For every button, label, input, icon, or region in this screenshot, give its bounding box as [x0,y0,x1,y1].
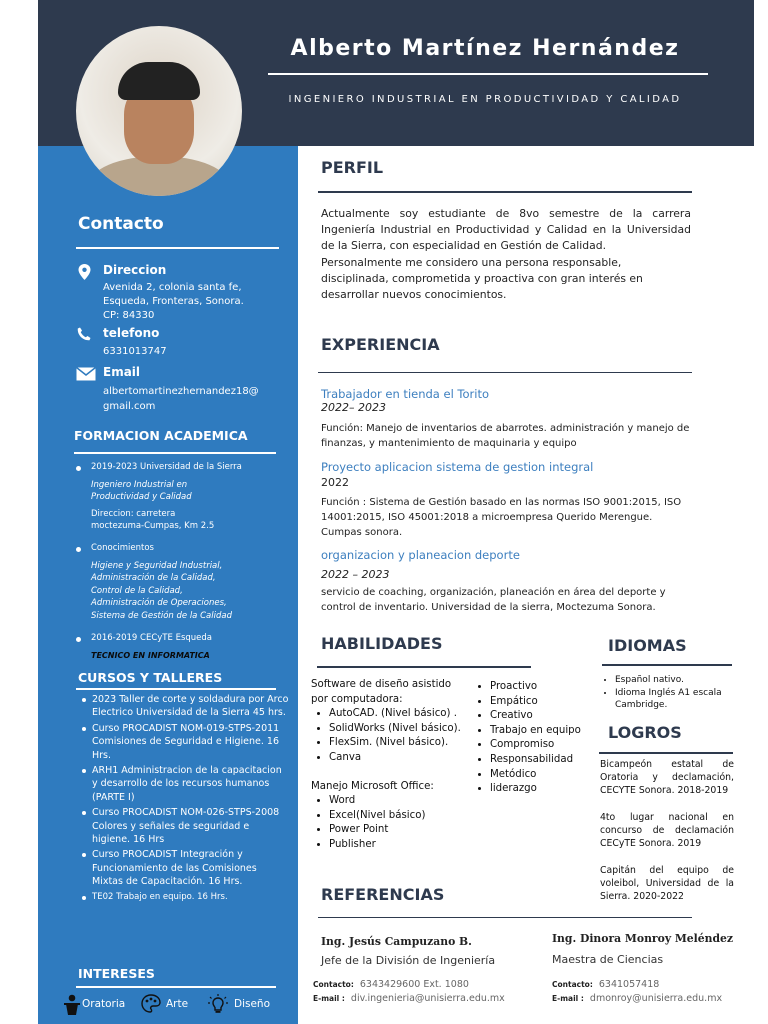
skill-item: • SolidWorks (Nivel básico). [329,722,471,737]
education-item-line: Administración de Operaciones, [91,598,227,608]
languages-divider [602,664,732,666]
experience-divider [318,372,692,373]
soft-skill-item: • Trabajo en equipo [490,724,597,739]
achievement-item: Bicampeón estatal de Oratoria y declamación, CECYTE Sonora. 2018-2019 [600,759,734,797]
skill-item: • AutoCAD. (Nivel básico) . [329,707,471,722]
address-line-1: Avenida 2, colonia santa fe, [103,282,242,293]
reference-email-value[interactable]: dmonroy@unisierra.edu.mx [589,993,723,1004]
reference-email-label: E-mail : [552,994,584,1003]
education-item-2 [91,542,286,622]
soft-skill-item: • Empático [490,695,597,710]
education-item-title: Conocimientos [91,543,154,553]
education-item-line: moctezuma-Cumpas, Km 2.5 [91,521,215,531]
achievement-item: 4to lugar nacional en concurso de declamación CECyTE Sonora. 2019 [600,812,734,850]
courses-list [80,693,290,906]
job-description: Función : Sistema de Gestión basado en las normas ISO 9001:2015, ISO 14001:2015, ISO 45001:2018 a microempresa Querido Merengue. Cumpas sonora. [321,497,682,538]
email-line-1[interactable]: albertomartinezhernandez18@ [103,386,259,397]
office-intro: Manejo Microsoft Office: [311,780,434,792]
soft-skill-item: • Compromiso [490,738,597,753]
references-divider [318,917,692,918]
education-item-1 [91,461,286,533]
achievement-item: Capitán del equipo de voleibol, Universidad de la Sierra. 2020-2022 [600,865,734,903]
education-item-line: Ingeniero Industrial en [91,479,188,490]
reference-phone [313,979,469,990]
education-bullet [76,547,81,552]
job-date: 2022 – 2023 [321,568,390,581]
course-item: Curso PROCADIST NOM-026-STPS-2008 Colores y señales de seguridad e higiene. 16 Hrs [80,806,290,846]
achievements-divider [599,752,733,754]
job-date: 2022 [321,476,349,489]
experience-heading: EXPERIENCIA [321,335,440,354]
contact-heading: Contacto [78,214,164,234]
reference-name: Ing. Jesús Campuzano B. [321,935,472,948]
course-item: 2023 Taller de corte y soldadura por Arco Electrico Universidad de la Sierra 45 hrs. [80,693,290,720]
interest-arte: Arte [166,998,189,1010]
education-bullet [76,466,81,471]
soft-skill-item: • Creativo [490,709,597,724]
soft-skill-item: • Responsabilidad [490,753,597,768]
location-pin-icon [78,264,91,280]
profile-heading: PERFIL [321,158,384,177]
reference-contact-label: Contacto: [313,980,354,989]
job-date: 2022– 2023 [321,401,386,414]
candidate-name: Alberto Martínez Hernández [290,36,680,61]
skill-item: • Canva [329,751,471,766]
design-software-intro: Software de diseño asistido por computadora: [311,679,452,705]
education-item-line: Productividad y Calidad [91,492,192,502]
education-item-3 [91,632,286,662]
reference-role: Jefe de la División de Ingeniería [321,954,496,967]
skill-item: • Word [329,794,471,809]
languages-heading: IDIOMAS [608,636,687,655]
languages-list [601,674,737,712]
education-item-line: Administración de la Calidad, [91,573,216,583]
reference-email-value[interactable]: div.ingenieria@unisierra.edu.mx [350,993,505,1004]
interests-heading: INTERESES [78,966,155,981]
job-description: servicio de coaching, organización, planeación en área del deporte y control de inventario. Universidad de la sierra, Moctezuma Sonora. [321,587,666,613]
language-item: • Idioma Inglés A1 escala Cambridge. [615,687,737,712]
address-label: Direccion [103,263,167,277]
phone-icon [77,327,91,341]
skill-item: • FlexSim. (Nivel básico). [329,736,471,751]
reference-email [552,993,722,1004]
reference-phone-value[interactable]: 6343429600 Ext. 1080 [359,979,469,990]
job-title: organizacion y planeacion deporte [321,548,520,562]
soft-skill-item: • liderazgo [490,782,597,797]
courses-divider [76,688,276,690]
skill-item: • Publisher [329,838,471,853]
envelope-icon [76,367,96,381]
contact-divider [76,247,279,249]
reference-name: Ing. Dinora Monroy Meléndez [552,932,734,945]
courses-heading: CURSOS Y TALLERES [78,670,223,685]
profile-paragraph: Actualmente soy estudiante de 8vo semestre de la carrera Ingeniería Industrial en Productividad y Calidad en la Universidad de la Sierra, con especialidad en Gestión de Calidad. [321,207,691,253]
address-line-2: Esqueda, Fronteras, Sonora. [103,296,244,307]
technical-skills [311,678,471,853]
interest-diseno: Diseño [234,998,271,1010]
palette-icon [141,994,161,1014]
education-item-line: Sistema de Gestión de la Calidad [91,610,232,621]
soft-skills [472,680,597,797]
education-item-title: 2019-2023 Universidad de la Sierra [91,462,242,472]
course-item: TE02 Trabajo en equipo. 16 Hrs. [80,891,290,904]
email-line-2[interactable]: gmail.com [103,401,156,412]
education-item-title: 2016-2019 CECyTE Esqueda [91,633,212,643]
candidate-title: INGENIERO INDUSTRIAL EN PRODUCTIVIDAD Y CALIDAD [288,94,682,105]
references-heading: REFERENCIAS [321,885,445,904]
education-heading: FORMACION ACADEMICA [74,428,248,443]
profile-divider [318,191,692,193]
profile-photo [76,26,242,196]
address-line-3: CP: 84330 [103,310,155,321]
reference-email-label: E-mail : [313,994,345,1003]
phone-number[interactable]: 6331013747 [103,346,167,357]
name-divider [268,73,708,75]
reference-phone-value[interactable]: 6341057418 [598,979,660,990]
phone-label: telefono [103,326,160,340]
skill-item: • Excel(Nivel básico) [329,809,471,824]
skills-heading: HABILIDADES [321,634,443,653]
interests-divider [76,986,276,988]
soft-skill-item: • Proactivo [490,680,597,695]
course-item: ARH1 Administracion de la capacitacion y desarrollo de los recursos humanos (PARTE I) [80,764,290,804]
skills-divider [317,666,531,668]
job-title: Trabajador en tienda el Torito [321,387,490,401]
language-item: • Español nativo. [615,674,737,687]
achievements-heading: LOGROS [608,723,682,742]
course-item: Curso PROCADIST NOM-019-STPS-2011 Comisiones de Seguridad e Higiene. 16 Hrs. [80,722,290,762]
reference-phone [552,979,659,990]
skill-item: • Power Point [329,823,471,838]
lightbulb-icon [208,994,228,1016]
soft-skill-item: • Metódico [490,768,597,783]
reference-role: Maestra de Ciencias [552,953,664,966]
reference-contact-label: Contacto: [552,980,593,989]
profile-paragraph: Personalmente me considero una persona responsable, disciplinada, comprometida y proactiva con gran interés en desarrollar nuevos conocimientos. [321,255,643,302]
profile-text [321,206,691,303]
speaker-podium-icon [64,994,80,1016]
education-item-line: TECNICO EN INFORMATICA [91,650,210,660]
interest-oratoria: Oratoria [82,998,126,1010]
education-item-line: Direccion: carretera [91,508,176,519]
job-description: Función: Manejo de inventarios de abarrotes. administración y manejo de finanzas, y mantenimiento de maquinaria y equipo [321,423,690,449]
job-title: Proyecto aplicacion sistema de gestion integral [321,460,594,474]
education-item-line: Higiene y Seguridad Industrial, [91,560,223,571]
education-divider [74,452,276,454]
email-label: Email [103,365,141,379]
reference-email [313,993,505,1004]
education-bullet [76,637,81,642]
education-item-line: Control de la Calidad, [91,585,183,596]
course-item: Curso PROCADIST Integración y Funcionamiento de las Comisiones Mixtas de Capacitación. 16 Hrs. [80,848,290,888]
